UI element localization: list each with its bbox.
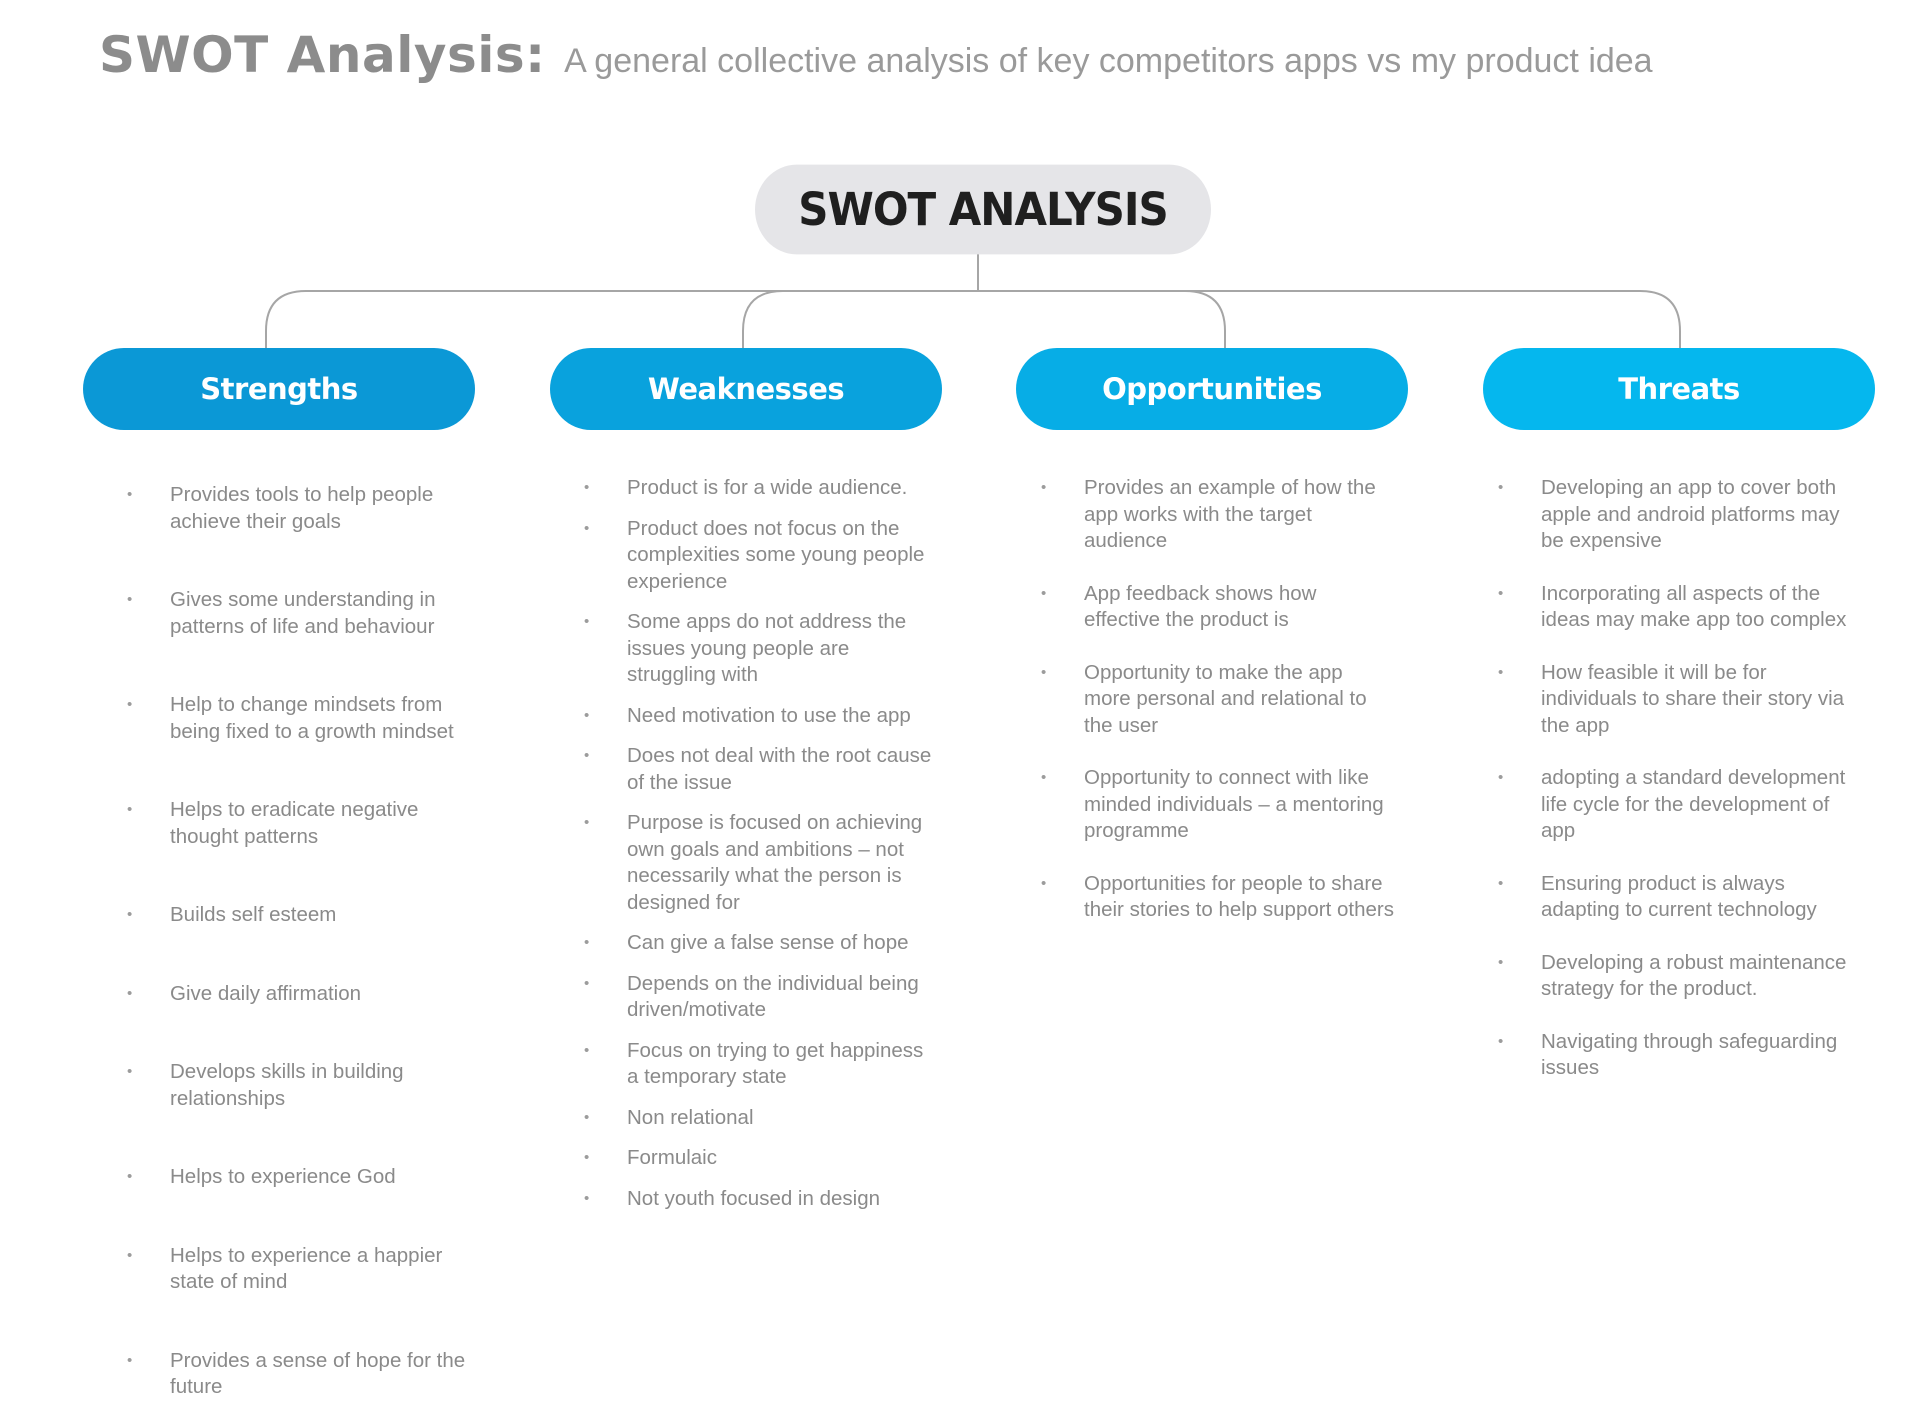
strengths-list <box>127 482 480 1401</box>
list-item-text: Helps to eradicate negative thought patterns <box>170 798 419 848</box>
bullet-icon: • <box>1041 874 1047 892</box>
bullet-icon: • <box>584 1189 590 1207</box>
list-item-text: Non relational <box>627 1105 754 1129</box>
list-item-text: Incorporating all aspects of the ideas may make app too complex <box>1541 581 1847 631</box>
list-item-text: Help to change mindsets from being fixed to a growth mindset <box>170 693 454 743</box>
list-item <box>1041 475 1394 555</box>
threats-list <box>1498 475 1851 1082</box>
list-item <box>1498 581 1851 634</box>
list-item <box>127 902 480 929</box>
bullet-icon: • <box>1498 769 1504 786</box>
page-title: SWOT Analysis: <box>99 26 546 84</box>
bullet-icon: • <box>1498 479 1504 496</box>
list-item <box>584 1186 937 1213</box>
list-item-text: Some apps do not address the issues young people are struggling with <box>627 610 907 686</box>
list-item <box>1498 1029 1851 1082</box>
list-item-text: Formulaic <box>627 1146 717 1169</box>
bullet-icon: • <box>584 814 590 831</box>
list-item-text: Opportunity to connect with like minded individuals – a mentoring programme <box>1084 766 1384 842</box>
list-item <box>127 981 480 1008</box>
bullet-icon: • <box>1498 1032 1504 1050</box>
list-item-text: Developing an app to cover both apple and android platforms may be expensive <box>1541 476 1840 552</box>
list-item <box>584 609 937 689</box>
list-item <box>584 930 937 957</box>
connector-opportunities <box>1185 291 1225 348</box>
list-item <box>1041 871 1394 924</box>
list-item <box>1041 765 1394 845</box>
list-item-text: Helps to experience a happier state of mind <box>170 1243 443 1293</box>
bullet-icon: • <box>1498 663 1504 681</box>
list-item-text: Product does not focus on the complexities some young people experience <box>627 516 925 593</box>
bullet-icon: • <box>584 479 590 496</box>
weaknesses-list <box>584 475 937 1212</box>
list-item-text: Provides a sense of hope for the future <box>170 1348 466 1398</box>
bullet-icon: • <box>1041 584 1047 602</box>
opportunities-list <box>1041 475 1394 924</box>
bullet-icon: • <box>1498 953 1504 971</box>
bullet-icon: • <box>127 486 133 503</box>
list-item-text: Focus on trying to get happiness a temporary state <box>627 1038 924 1088</box>
list-item <box>1498 660 1851 740</box>
threats-node: Threats <box>1483 348 1875 430</box>
list-item-text: Developing a robust maintenance strategy for the product. <box>1541 950 1847 1000</box>
list-item <box>1041 660 1394 740</box>
bullet-icon: • <box>584 974 590 992</box>
list-item-text: Purpose is focused on achieving own goals and ambitions – not necessarily what the person is designed for <box>627 811 923 914</box>
list-item <box>127 1164 480 1191</box>
list-item <box>1498 475 1851 555</box>
list-item-text: How feasible it will be for individuals to share their story via the app <box>1541 660 1845 737</box>
bullet-icon: • <box>584 1108 590 1126</box>
list-item-text: Ensuring product is always adapting to current technology <box>1541 871 1817 921</box>
bullet-icon: • <box>584 1041 590 1059</box>
list-item-text: Not youth focused in design <box>627 1186 880 1210</box>
bullet-icon: • <box>1498 874 1504 892</box>
list-item-text: Develops skills in building relationships <box>170 1060 404 1110</box>
bullet-icon: • <box>127 1168 133 1185</box>
bullet-icon: • <box>584 519 590 537</box>
list-item <box>127 587 480 640</box>
bullet-icon: • <box>127 801 133 818</box>
list-item-text: Gives some understanding in patterns of life and behaviour <box>170 588 436 638</box>
list-item <box>127 797 480 850</box>
weaknesses-node: Weaknesses <box>550 348 942 430</box>
list-item <box>584 475 937 502</box>
opportunities-node: Opportunities <box>1016 348 1408 430</box>
connector-strengths <box>266 291 306 348</box>
list-item-text: adopting a standard development life cycle for the development of app <box>1541 766 1846 842</box>
list-item <box>584 1038 937 1091</box>
list-item-text: Can give a false sense of hope <box>627 931 909 954</box>
bullet-icon: • <box>1041 769 1047 786</box>
bullet-icon: • <box>127 906 133 923</box>
list-item-text: Builds self esteem <box>170 903 337 926</box>
list-item <box>1041 581 1394 634</box>
list-item <box>1498 765 1851 845</box>
bullet-icon: • <box>1041 663 1047 681</box>
list-item <box>127 692 480 745</box>
bullet-icon: • <box>1041 479 1047 496</box>
list-item <box>584 516 937 596</box>
list-item <box>1498 871 1851 924</box>
list-item-text: Provides an example of how the app works with the target audience <box>1084 476 1376 552</box>
bullet-icon: • <box>584 613 590 630</box>
connector-weaknesses <box>743 291 783 348</box>
bullet-icon: • <box>127 591 133 608</box>
bullet-icon: • <box>127 1351 133 1369</box>
list-item-text: Provides tools to help people achieve their goals <box>170 483 434 533</box>
bullet-icon: • <box>127 696 133 713</box>
list-item-text: Depends on the individual being driven/motivate <box>627 971 919 1021</box>
root-node: SWOT ANALYSIS <box>755 165 1211 255</box>
list-item-text: Navigating through safeguarding issues <box>1541 1029 1838 1079</box>
bullet-icon: • <box>584 934 590 951</box>
list-item <box>584 1105 937 1132</box>
page-subtitle: A general collective analysis of key competitors apps vs my product idea <box>564 42 1653 80</box>
bullet-icon: • <box>127 1063 133 1080</box>
bullet-icon: • <box>1498 584 1504 602</box>
list-item <box>127 482 480 535</box>
bullet-icon: • <box>584 1149 590 1166</box>
list-item-text: Opportunities for people to share their stories to help support others <box>1084 871 1394 921</box>
list-item-text: Product is for a wide audience. <box>627 476 908 499</box>
bullet-icon: • <box>584 747 590 764</box>
list-item-text: Opportunity to make the app more personal and relational to the user <box>1084 660 1367 737</box>
list-item <box>584 703 937 730</box>
list-item <box>584 1145 937 1172</box>
list-item <box>127 1243 480 1296</box>
connector-threats <box>1640 291 1680 348</box>
strengths-node: Strengths <box>83 348 475 430</box>
list-item <box>127 1059 480 1112</box>
bullet-icon: • <box>584 706 590 724</box>
bullet-icon: • <box>127 1246 133 1264</box>
list-item <box>1498 950 1851 1003</box>
list-item <box>584 743 937 796</box>
list-item-text: App feedback shows how effective the product is <box>1084 581 1317 631</box>
list-item <box>584 810 937 916</box>
list-item-text: Need motivation to use the app <box>627 703 911 727</box>
list-item-text: Give daily affirmation <box>170 981 362 1005</box>
list-item-text: Does not deal with the root cause of the issue <box>627 744 932 794</box>
list-item <box>127 1348 480 1401</box>
bullet-icon: • <box>127 984 133 1002</box>
list-item-text: Helps to experience God <box>170 1165 396 1188</box>
list-item <box>584 971 937 1024</box>
